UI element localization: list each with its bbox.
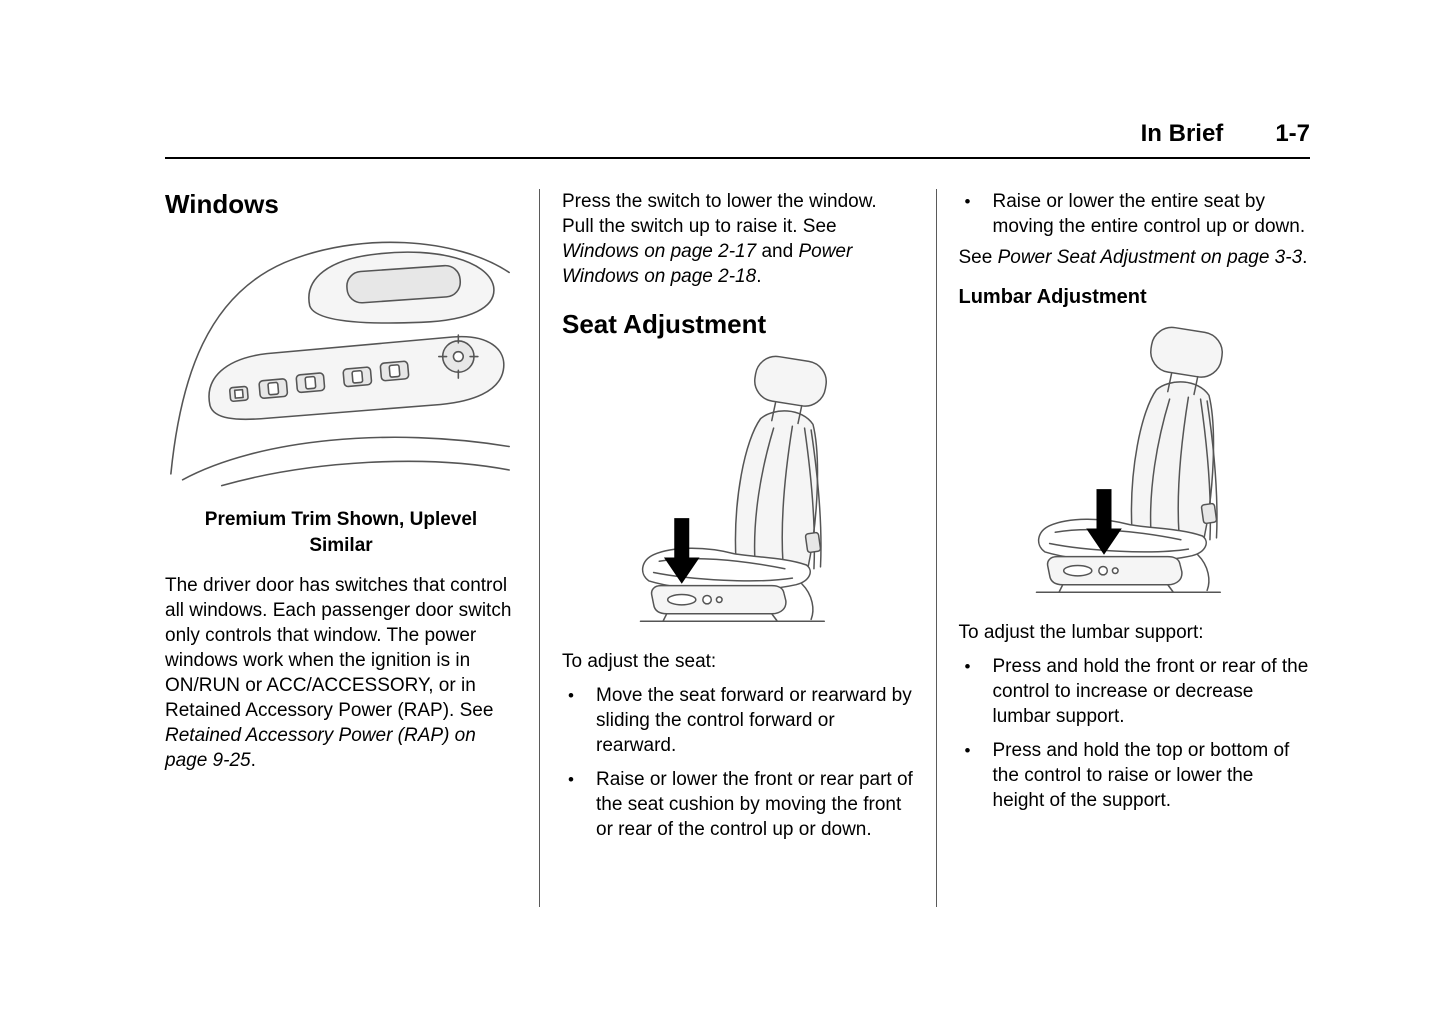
bullet-marker: • [964, 741, 971, 760]
header-rule [165, 157, 1310, 159]
cross-reference-windows: Windows on page 2-17 [562, 241, 757, 262]
bullet-text: Raise or lower the front or rear part of the seat cushion by moving the front or rear of the control up or down. [596, 769, 913, 840]
bullet-text: Move the seat forward or rearward by sliding the control forward or rearward. [596, 685, 912, 756]
bullet-text: Raise or lower the entire seat by moving the entire control up or down. [992, 191, 1306, 237]
bullet-marker: • [568, 770, 574, 789]
caption-line-1: Premium Trim Shown, Uplevel [204, 509, 478, 530]
column-lumbar-adjustment [936, 189, 1311, 907]
windows-continued-paragraph [562, 189, 914, 289]
bullet-marker: • [964, 192, 971, 211]
header-section-title: In Brief [1140, 120, 1224, 147]
bullet-marker: • [964, 657, 971, 676]
seat-adjustment-heading: Seat Adjustment [562, 309, 767, 339]
list-item [562, 767, 914, 842]
figure-caption [165, 507, 517, 559]
bullet-text: Press and hold the front or rear of the control to increase or decrease lumbar support. [992, 656, 1309, 727]
door-panel-illustration [165, 229, 517, 489]
windows-body-paragraph [165, 573, 517, 773]
adjust-lumbar-label: To adjust the lumbar support: [958, 622, 1204, 643]
door-lower-contour-2 [222, 461, 509, 485]
see-reference-paragraph [959, 245, 1311, 270]
list-item [959, 189, 1311, 239]
see-text: See [958, 247, 998, 268]
column-windows [165, 189, 539, 907]
lumbar-adjustment-heading: Lumbar Adjustment [958, 286, 1147, 308]
cross-reference-power-seat: Power Seat Adjustment on page 3-3 [997, 247, 1303, 268]
see-period: . [1302, 247, 1308, 268]
adjust-seat-label: To adjust the seat: [562, 651, 717, 672]
windows-heading: Windows [165, 189, 279, 219]
intro-and: and [756, 241, 799, 262]
windows-body-text: The driver door has switches that control all windows. Each passenger door switch only controls that window. The power windows work when the ignition is in ON/RUN or ACC/ACCESSORY, or in Retained Accessory Power (RAP). See [165, 575, 512, 721]
page-header [165, 120, 1310, 157]
seat-illustration [588, 349, 888, 631]
door-lock-switch [230, 386, 249, 401]
bullet-marker: • [568, 686, 574, 705]
cross-reference-power-windows: Power Windows on page 2-18 [562, 241, 853, 287]
lumbar-seat-figure [959, 320, 1311, 602]
bullet-text: Press and hold the top or bottom of the control to raise or lower the height of the support. [992, 740, 1290, 811]
windows-body-period: . [250, 750, 256, 771]
intro-text: Press the switch to lower the window. Pull the switch up to raise it. See [562, 191, 877, 237]
lumbar-seat-illustration [984, 320, 1284, 602]
list-item [562, 683, 914, 758]
caption-line-2: Similar [309, 535, 373, 556]
cross-reference-rap: Retained Accessory Power (RAP) on page 9-25 [165, 725, 476, 771]
door-lower-contour [183, 437, 510, 479]
content-columns [165, 189, 1310, 907]
list-item [959, 654, 1311, 729]
header-page-number: 1-7 [1275, 120, 1310, 147]
seat-figure [562, 349, 914, 631]
list-item [959, 738, 1311, 813]
door-panel-figure [165, 229, 517, 559]
column-seat-adjustment [539, 189, 936, 907]
intro-period: . [756, 266, 762, 287]
